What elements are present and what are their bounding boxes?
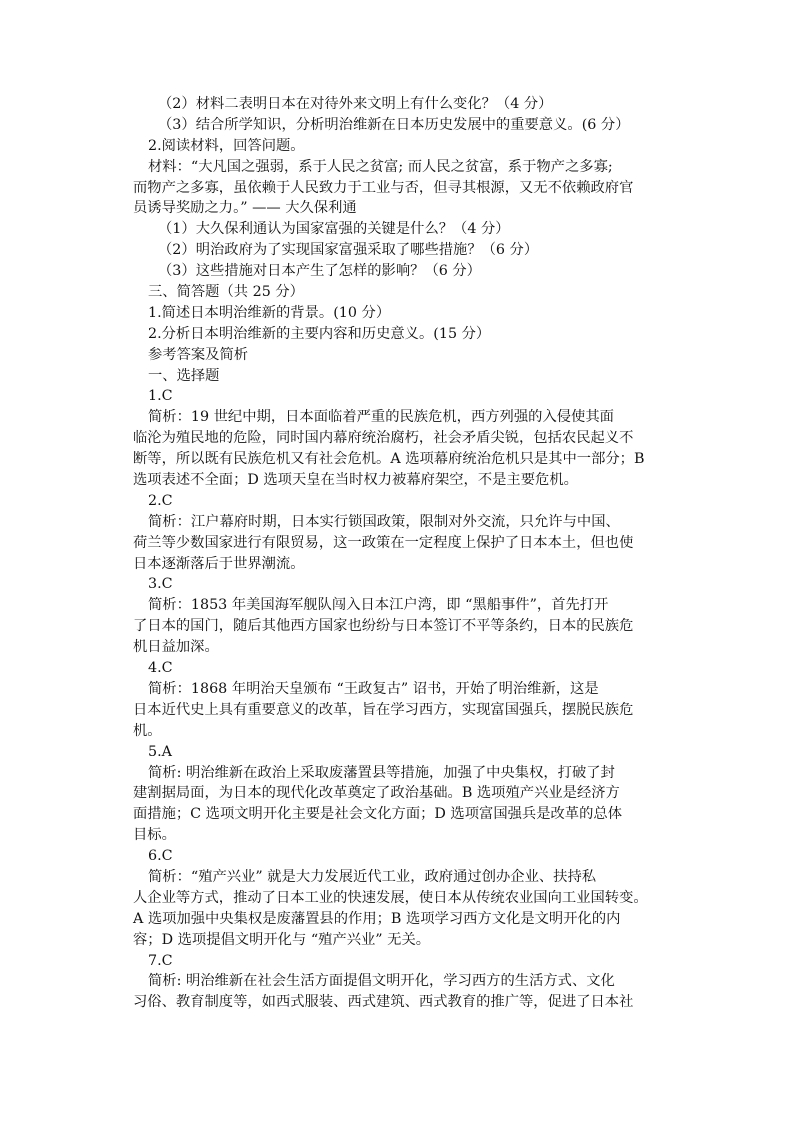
text-line: 日本逐渐落后于世界潮流。	[133, 555, 305, 572]
text-line: 荷兰等少数国家进行有限贸易，这一政策在一定程度上保护了日本本土，但也使	[133, 534, 634, 551]
text-line: 简析：1868 年明治天皇颁布 “王政复古” 诏书，开始了明治维新，这是	[148, 680, 599, 697]
text-line: （1）大久保利通认为国家富强的关键是什么？（4 分）	[158, 221, 510, 238]
text-line: （2）材料二表明日本在对待外来文明上有什么变化？（4 分）	[158, 96, 553, 112]
text-line: （3）结合所学知识，分析明治维新在日本历史发展中的重要意义。(6 分）	[158, 116, 630, 133]
text-line: 2.C	[148, 492, 173, 509]
text-line: 1.简述日本明治维新的背景。(10 分）	[148, 304, 391, 321]
document-page	[133, 94, 710, 1013]
text-line: 2.分析日本明治维新的主要内容和历史意义。(15 分）	[148, 325, 491, 342]
text-line: 6.C	[148, 848, 173, 865]
text-line: 4.C	[148, 660, 173, 677]
text-line: 面措施；C 选项文明开化主要是社会文化方面；D 选项富国强兵是改革的总体	[133, 806, 622, 823]
text-line: A 选项加强中央集权是废藩置县的作用；B 选项学习西方文化是文明开化的内	[133, 910, 621, 927]
text-line: 了日本的国门，随后其他西方国家也纷纷与日本签订不平等条约，日本的民族危	[133, 618, 634, 635]
text-line: 5.A	[148, 743, 172, 760]
text-line: 简析: 明治维新在社会生活方面提倡文明开化，学习西方的生活方式、文化	[148, 973, 615, 990]
text-line: 目标。	[133, 827, 176, 844]
text-line: 简析：1853 年美国海军舰队闯入日本江户湾，即 “黑船事件”，首先打开	[148, 597, 609, 614]
text-line: 日本近代史上具有重要意义的改革，旨在学习西方，实现富国强兵，摆脱民族危	[133, 701, 634, 718]
text-line: 3.C	[148, 576, 173, 593]
text-line: 2.阅读材料，回答问题。	[148, 137, 305, 154]
text-line: 选项表述不全面；D 选项天皇在当时权力被幕府架空，不是主要危机。	[133, 472, 578, 489]
text-line: 断等，所以既有民族危机又有社会危机。A 选项幕府统治危机只是其中一部分；B	[133, 451, 645, 468]
text-line: 容；D 选项提倡文明开化与 “殖产兴业” 无关。	[133, 931, 431, 948]
text-line: 简析：江户幕府时期，日本实行锁国政策，限制对外交流，只允许与中国、	[148, 513, 620, 530]
text-line: 三、简答题（共 25 分）	[148, 284, 304, 301]
text-line: 简析：19 世纪中期，日本面临着严重的民族危机，西方列强的入侵使其面	[148, 409, 614, 426]
text-line: （3）这些措施对日本产生了怎样的影响？（6 分）	[158, 263, 481, 280]
text-line: 习俗、教育制度等，如西式服装、西式建筑、西式教育的推广等，促进了日本社	[133, 994, 634, 1011]
text-line: 材料：“大凡国之强弱，系于人民之贫富; 而人民之贫富，系于物产之多寡;	[148, 158, 613, 175]
text-line: 临沦为殖民地的危险，同时国内幕府统治腐朽，社会矛盾尖锐，包括农民起义不	[133, 430, 634, 447]
text-line: 而物产之多寡，虽依赖于人民致力于工业与否，但寻其根源，又无不依赖政府官	[133, 179, 634, 196]
text-line: 人企业等方式，推动了日本工业的快速发展，使日本从传统农业国向工业国转变。	[133, 889, 648, 906]
text-line: 简析: 明治维新在政治上采取废藩置县等措施，加强了中央集权，打破了封	[148, 764, 615, 781]
text-line: 简析：“殖产兴业” 就是大力发展近代工业，政府通过创办企业、扶持私	[148, 868, 597, 885]
text-line: 参考答案及简析	[148, 346, 249, 363]
text-line: 一、选择题	[148, 367, 220, 384]
text-line: 建割据局面，为日本的现代化改革奠定了政治基础。B 选项殖产兴业是经济方	[133, 785, 620, 802]
text-line: 机日益加深。	[133, 639, 219, 656]
text-line: （2）明治政府为了实现国家富强采取了哪些措施？（6 分）	[158, 242, 539, 259]
text-line: 员诱导奖励之力。” —— 大久保利通	[133, 200, 357, 217]
text-line: 1.C	[148, 388, 173, 405]
text-line: 7.C	[148, 952, 173, 969]
text-line: 机。	[133, 722, 162, 739]
